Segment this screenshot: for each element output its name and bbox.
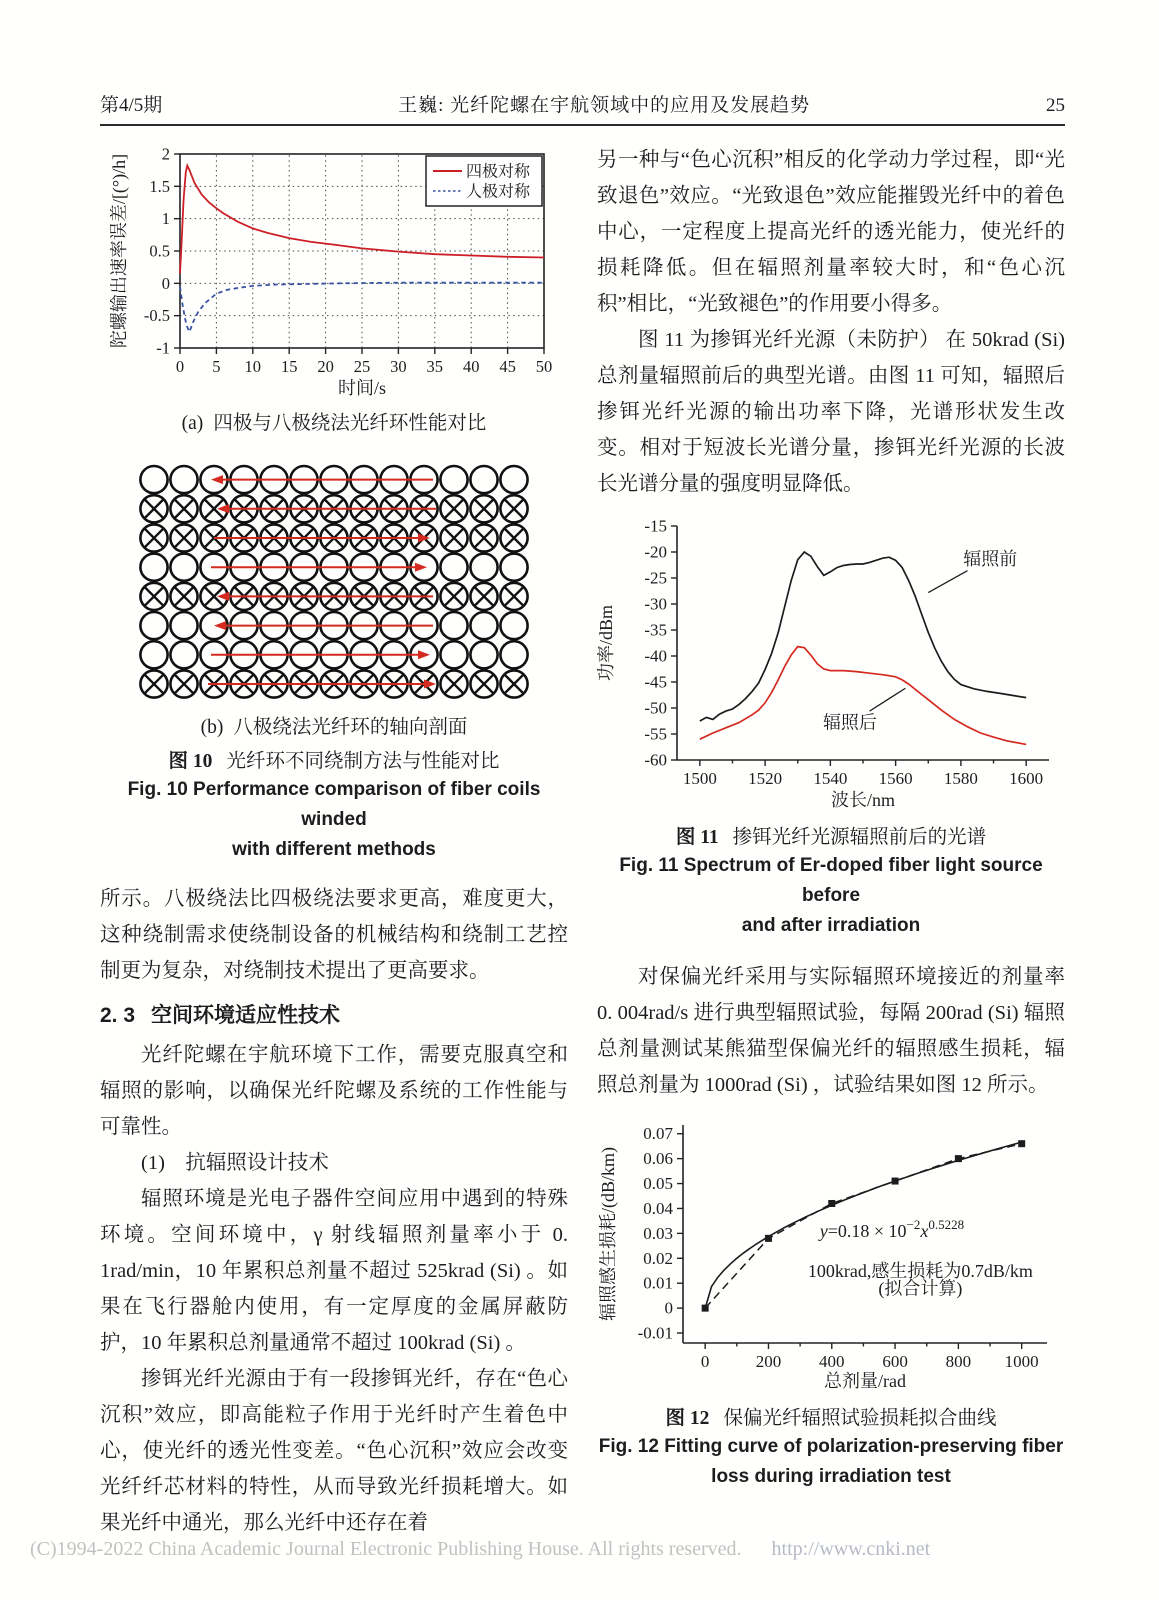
fig10a-gyro-error-chart (110, 142, 558, 400)
svg-text:-55: -55 (644, 724, 667, 744)
svg-text:y=0.18 × 10−2x0.5228: $y=0.18 \times 10^{-2}x^{0.5228}$ (819, 1217, 965, 1242)
fig12-caption-en-line2: loss during irradiation test (711, 1466, 951, 1487)
body-paragraph: 辐照环境是光电子器件空间应用中遇到的特殊环境。空间环境中，γ 射线辐照剂量率小于 0. 1rad/min，10 年累积总剂量不超过 525krad (Si) 。如果在飞行器舱内使用，有一定厚度的金属屏蔽防护，10 年累积总剂量通常不超过 100krad (Si) 。 (100, 1188, 568, 1354)
svg-text:-0.01: -0.01 (637, 1323, 673, 1343)
body-paragraph: 掺铒光纤光源由于有一段掺铒光纤，存在“色心沉积”效应，即高能粒子作用于光纤时产生着色中心，使光纤的透光性变差。“色心沉积”效应会改变光纤纤芯材料的特性，从而导致光纤损耗增大。如果光纤中通光，那么光纤中还存在着 (100, 1368, 568, 1534)
page-header (100, 90, 1065, 117)
fig11-figure (597, 514, 1065, 817)
svg-text:1: 1 (161, 209, 170, 229)
body-paragraph: 另一种与“色心沉积”相反的化学动力学过程，即“光致退色”效应。“光致退色”效应能摧毁光纤中的着色中心，一定程度上提高光纤的透光能力，使光纤的损耗降低。但在辐照剂量率较大时，和“色心沉积”相比，“光致褪色”的作用要小得多。 (597, 149, 1065, 315)
cnki-url: http://www.cnki.net (771, 1538, 931, 1560)
svg-text:辐照前: 辐照前 (963, 548, 1018, 569)
svg-text:辐照后: 辐照后 (822, 712, 877, 733)
svg-text:-45: -45 (644, 672, 667, 692)
body-paragraph: 图 11 为掺铒光纤光源（未防护） 在 50krad (Si) 总剂量辐照前后的典型光谱。由图 11 可知，辐照后掺铒光纤光源的输出功率下降，光谱形状发生改变。相对于短波长光谱分量，掺铒光纤光源的长波长光谱分量的强度明显降低。 (597, 329, 1065, 495)
fig10a-subcaption: (a) 四极与八极绕法光纤环性能对比 (181, 413, 487, 434)
svg-text:0.02: 0.02 (643, 1248, 673, 1268)
svg-text:0.5: 0.5 (149, 241, 170, 261)
journal-issue: 第4/5期 (100, 95, 163, 116)
svg-text:-30: -30 (644, 594, 667, 614)
svg-text:100krad,感生损耗为0.7dB/km: 100krad,感生损耗为0.7dB/km (807, 1260, 1033, 1281)
svg-text:25: 25 (353, 357, 371, 376)
svg-text:0.03: 0.03 (643, 1223, 673, 1243)
svg-text:1580: 1580 (943, 769, 978, 788)
fig11-caption-en-line1: Fig. 11 Spectrum of Er-doped fiber light source before (619, 855, 1043, 906)
svg-text:600: 600 (882, 1352, 908, 1371)
svg-text:0.07: 0.07 (643, 1124, 673, 1144)
fig10b-coil-cross-section-diagram (134, 461, 534, 704)
header-rule (100, 124, 1065, 126)
svg-text:20: 20 (317, 357, 334, 376)
right-column (597, 142, 1065, 1541)
copyright-text: (C)1994-2022 China Academic Journal Electronic Publishing House. All rights reserved. (30, 1538, 742, 1560)
section-heading-2-3: 2. 3 空间环境适应性技术 (100, 1004, 341, 1027)
fig10-caption-en-line2: with different methods (232, 839, 436, 860)
svg-text:5: 5 (212, 357, 221, 376)
svg-text:1540: 1540 (813, 769, 848, 788)
fig11-caption-cn: 图 11 掺铒光纤光源辐照前后的光谱 (675, 827, 987, 848)
svg-text:-25: -25 (644, 568, 667, 588)
svg-text:1500: 1500 (682, 769, 717, 788)
svg-text:-0.5: -0.5 (143, 306, 170, 326)
fig11-spectrum-chart (597, 514, 1065, 812)
running-title: 王巍: 光纤陀螺在宇航领域中的应用及发展趋势 (398, 95, 811, 116)
svg-text:40: 40 (462, 357, 480, 376)
left-column (100, 142, 568, 1541)
svg-text:400: 400 (819, 1352, 845, 1371)
svg-text:35: 35 (426, 357, 444, 376)
body-paragraph: 对保偏光纤采用与实际辐照环境接近的剂量率 0. 004rad/s 进行典型辐照试验，每隔 200rad (Si) 辐照总剂量测试某熊猫型保偏光纤的辐照感生损耗，辐照总剂量为 1000rad (Si) ，试验结果如图 12 所示。 (597, 966, 1065, 1096)
svg-text:-35: -35 (644, 620, 667, 640)
svg-text:(拟合计算): (拟合计算) (878, 1278, 963, 1299)
svg-text:30: 30 (390, 357, 407, 376)
svg-text:四极对称: 四极对称 (466, 163, 531, 181)
body-subitem: (1) 抗辐照设计技术 (141, 1152, 329, 1174)
fig10b-figure (100, 461, 568, 709)
svg-text:1.5: 1.5 (149, 176, 170, 196)
svg-text:辐照感生损耗/(dB/km): 辐照感生损耗/(dB/km) (599, 1147, 618, 1321)
fig10-caption-en-line1: Fig. 10 Performance comparison of fiber coils winded (127, 779, 541, 830)
fig12-fitting-curve-chart (599, 1113, 1063, 1393)
page-number: 25 (1046, 95, 1065, 116)
fig10b-subcaption: (b) 八极绕法光纤环的轴向剖面 (200, 717, 468, 738)
svg-text:800: 800 (945, 1352, 972, 1371)
svg-text:0: 0 (175, 357, 185, 376)
svg-text:人极对称: 人极对称 (466, 183, 531, 201)
svg-text:1560: 1560 (878, 769, 913, 788)
svg-text:200: 200 (755, 1352, 782, 1371)
fig10-caption-cn: 图 10 光纤环不同绕制方法与性能对比 (168, 751, 500, 772)
svg-text:0: 0 (161, 273, 170, 293)
svg-text:1520: 1520 (748, 769, 783, 788)
fig12-figure (597, 1113, 1065, 1398)
fig12-caption-cn: 图 12 保偏光纤辐照试验损耗拟合曲线 (665, 1408, 997, 1429)
svg-text:0.06: 0.06 (643, 1149, 673, 1169)
svg-text:1000: 1000 (1004, 1352, 1039, 1371)
svg-text:-40: -40 (644, 646, 667, 666)
body-paragraph: 光纤陀螺在宇航环境下工作，需要克服真空和辐照的影响，以确保光纤陀螺及系统的工作性能与可靠性。 (100, 1044, 568, 1138)
copyright-watermark (30, 1538, 1130, 1561)
fig11-caption-en-line2: and after irradiation (741, 915, 921, 936)
svg-text:50: 50 (535, 357, 553, 376)
svg-text:10: 10 (244, 357, 262, 376)
svg-text:45: 45 (499, 357, 516, 376)
svg-text:-1: -1 (156, 338, 170, 358)
fig10a-figure (100, 142, 568, 405)
svg-text:-60: -60 (644, 750, 667, 770)
svg-text:时间/s: 时间/s (337, 378, 387, 398)
svg-text:15: 15 (280, 357, 298, 376)
svg-text:0: 0 (664, 1298, 673, 1318)
svg-text:功率/dBm: 功率/dBm (597, 604, 616, 682)
svg-text:0.04: 0.04 (643, 1198, 673, 1218)
svg-text:2: 2 (161, 144, 170, 164)
svg-text:0.01: 0.01 (643, 1273, 673, 1293)
two-column-body (100, 142, 1065, 1541)
svg-text:0.05: 0.05 (643, 1174, 673, 1194)
body-paragraph: 所示。八极绕法比四极绕法要求更高，难度更大，这种绕制需求使绕制设备的机械结构和绕制工艺控制更为复杂，对绕制技术提出了更高要求。 (100, 888, 568, 982)
svg-text:陀螺输出速率误差/[(°)/h]: 陀螺输出速率误差/[(°)/h] (110, 153, 129, 349)
svg-text:0: 0 (700, 1352, 710, 1371)
svg-text:-20: -20 (644, 542, 667, 562)
svg-text:-15: -15 (644, 516, 667, 536)
svg-text:波长/nm: 波长/nm (830, 790, 896, 810)
fig12-caption-en-line1: Fig. 12 Fitting curve of polarization-preserving fiber (598, 1436, 1064, 1457)
svg-text:1600: 1600 (1009, 769, 1044, 788)
svg-text:总剂量/rad: 总剂量/rad (824, 1371, 906, 1391)
svg-text:-50: -50 (644, 698, 667, 718)
